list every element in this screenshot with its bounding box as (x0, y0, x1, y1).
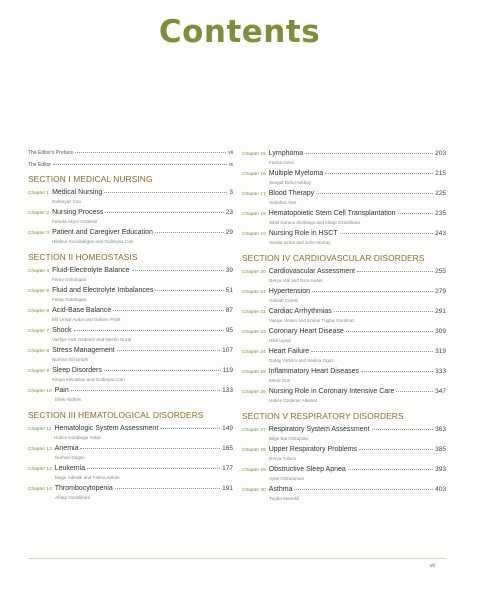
chapter-authors: Gulay Yildirim and Sedica Oguz (269, 358, 334, 363)
toc-entry-line (242, 230, 446, 239)
chapter-title[interactable]: Hematopoietic Stem Cell Transplantation (268, 210, 396, 217)
chapter-page: 165 (222, 445, 233, 452)
toc-entry[interactable] (28, 445, 233, 460)
chapter-number: Chapter 28 (242, 448, 266, 453)
chapter-number: Chapter 25 (242, 370, 266, 375)
toc-entry[interactable] (28, 367, 233, 382)
chapter-title[interactable]: Medical Nursing (52, 189, 103, 196)
chapter-page: 23 (225, 209, 233, 216)
leader-dots (104, 370, 221, 371)
left-sections (28, 174, 233, 500)
chapter-page: 39 (225, 267, 233, 274)
leader-dots (396, 391, 433, 392)
leader-dots (305, 153, 433, 154)
chapter-page: 87 (225, 307, 233, 314)
chapter-number: Chapter 27 (242, 428, 266, 433)
chapter-number: Chapter 7 (28, 329, 50, 334)
chapter-page: 203 (435, 150, 446, 157)
chapter-title[interactable]: Nursing Process (52, 209, 104, 216)
chapter-title[interactable]: Nursing Role in HSCT (268, 230, 338, 237)
leader-dots (155, 232, 224, 233)
chapter-authors: Hatice Ozdemir Alkanat (269, 398, 317, 403)
toc-entry[interactable] (28, 209, 233, 224)
footer-divider (28, 558, 446, 559)
toc-entry[interactable] (28, 287, 233, 302)
chapter-authors: Kimya Kilicaslan and Gulbeyaz Can (52, 377, 125, 382)
toc-right-column (242, 150, 446, 506)
chapter-page: 95 (225, 327, 233, 334)
toc-entry[interactable] (242, 170, 446, 185)
chapter-number: Chapter 2 (28, 211, 50, 216)
leader-dots (372, 429, 434, 430)
toc-entry[interactable] (28, 229, 233, 244)
leader-dots (325, 173, 433, 174)
toc-entry-line (28, 465, 233, 474)
chapter-page: 225 (435, 190, 446, 197)
right-sections (242, 150, 446, 501)
toc-entry[interactable] (242, 368, 446, 383)
chapter-page: 347 (435, 388, 446, 395)
chapter-page: 279 (435, 288, 446, 295)
chapter-page: 215 (435, 170, 446, 177)
chapter-number: Chapter 24 (242, 350, 266, 355)
leader-dots (71, 390, 220, 391)
chapter-authors: Sengul Dolu Hubbay (269, 180, 312, 185)
toc-entry[interactable] (242, 348, 446, 363)
toc-entry-line (28, 189, 233, 198)
chapter-page: 177 (222, 465, 233, 472)
chapter-authors: Dilek Yildirim (55, 397, 82, 402)
chapter-authors: Sebahat Ates (269, 200, 297, 205)
chapter-title[interactable]: Acid-Base Balance (52, 307, 112, 314)
chapter-title[interactable]: Sleep Disorders (52, 367, 102, 374)
leader-dots (53, 164, 227, 165)
chapter-title[interactable]: Hematologic System Assessment (54, 425, 159, 432)
leader-dots (340, 233, 434, 234)
leader-dots (132, 270, 224, 271)
chapter-page: 309 (435, 328, 446, 335)
chapter-authors: Muge Adinsik and Fatma Arikan (55, 475, 120, 480)
chapter-authors: Feray Gokdogan (52, 297, 87, 302)
chapter-authors: Meral Gun (269, 378, 291, 383)
section-heading: SECTION III HEMATOLOGICAL DISORDERS (28, 410, 204, 420)
leader-dots (311, 351, 433, 352)
toc-entry[interactable] (242, 150, 446, 165)
chapter-number: Chapter 6 (28, 309, 50, 314)
leader-dots (115, 488, 220, 489)
chapter-authors: Derya Atik and Esra Keser (269, 278, 323, 283)
toc-entry-line (242, 388, 446, 397)
leader-dots (361, 371, 433, 372)
chapter-authors: Derya Tulucu (269, 456, 297, 461)
chapter-page: 243 (435, 230, 446, 237)
leader-dots (105, 212, 223, 213)
toc-entry[interactable] (28, 347, 233, 362)
chapter-title[interactable]: Obstructive Sleep Apnea (268, 466, 346, 473)
toc-entry-line (28, 387, 233, 396)
chapter-title[interactable]: Inflammatory Heart Diseases (268, 368, 359, 375)
toc-entry-line (28, 287, 233, 296)
chapter-authors: Gulsah Caresi (269, 298, 299, 303)
chapter-authors: Ahtap Ozdelikara (55, 495, 91, 500)
leader-dots (357, 271, 433, 272)
chapter-page: 3 (229, 189, 233, 196)
toc-entry[interactable] (28, 307, 233, 322)
section-heading: SECTION I MEDICAL NURSING (28, 174, 153, 184)
toc-entry[interactable] (242, 190, 446, 205)
leader-dots (359, 449, 433, 450)
toc-entry-line (28, 425, 233, 434)
chapter-page: 319 (435, 348, 446, 355)
toc-entry-line (242, 426, 446, 435)
leader-dots (80, 448, 220, 449)
toc-entry-line (242, 368, 446, 377)
leader-dots (160, 428, 220, 429)
chapter-title[interactable]: Lymphoma (268, 150, 304, 157)
chapter-number: Chapter 10 (28, 389, 52, 394)
toc-entry-line (242, 210, 446, 219)
chapter-authors: Nurhan Elif Erturk (52, 357, 89, 362)
chapter-authors: Ayse Ozkaraman (269, 476, 305, 481)
toc-entry-line (28, 347, 233, 356)
chapter-title[interactable]: Blood Therapy (268, 190, 315, 197)
toc-entry[interactable] (242, 328, 446, 343)
leader-dots (117, 350, 220, 351)
leader-dots (294, 489, 433, 490)
chapter-title[interactable]: Multiple Myeloma (268, 170, 324, 177)
chapter-page: 119 (222, 367, 233, 374)
toc-entry-line (28, 445, 233, 454)
toc-entry[interactable] (242, 426, 446, 441)
chapter-authors: Sibel Karaca Sivrikaya and Aktap Ozdelikara (269, 220, 360, 225)
toc-entry[interactable] (28, 425, 233, 440)
toc-entry-line (242, 328, 446, 337)
chapter-title[interactable]: Hypertension (268, 288, 310, 295)
front-matter-title: The Editor (28, 162, 52, 168)
toc-left-column (28, 150, 233, 505)
toc-entry[interactable] (28, 387, 233, 402)
section-heading: SECTION II HOMEOSTASIS (28, 252, 138, 262)
chapter-number: Chapter 29 (242, 468, 266, 473)
leader-dots (316, 193, 433, 194)
page-title: Contents (158, 14, 321, 50)
toc-entry-line (242, 150, 446, 159)
toc-entry-line (242, 486, 446, 495)
toc-entry-line (242, 466, 446, 475)
leader-dots (398, 213, 434, 214)
chapter-number: Chapter 22 (242, 310, 266, 315)
toc-entry[interactable] (242, 288, 446, 303)
chapter-authors: Bilge Bal Ozkaptan (269, 436, 309, 441)
chapter-title[interactable]: Fluid and Electrolyte Imbalances (52, 287, 154, 294)
toc-entry[interactable] (242, 446, 446, 461)
chapter-title[interactable]: Stress Management (52, 347, 115, 354)
chapter-number: Chapter 11 (28, 427, 52, 432)
chapter-authors: Hatice Karabuga Yakar (54, 435, 102, 440)
chapter-number: Chapter 20 (242, 270, 266, 275)
chapter-title[interactable]: Upper Respiratory Problems (268, 446, 358, 453)
chapter-authors: Hibil Uysal (269, 338, 291, 343)
toc-entry[interactable] (242, 308, 446, 323)
chapter-page: 255 (435, 268, 446, 275)
chapter-title[interactable]: Pain (54, 387, 69, 394)
chapter-page: 107 (222, 347, 233, 354)
chapter-authors: Gulbeyaz Can (52, 199, 82, 204)
chapter-page: 363 (435, 426, 446, 433)
chapter-page: 385 (435, 446, 446, 453)
chapter-title[interactable]: Respiratory System Assessment (268, 426, 370, 433)
toc-entry[interactable] (28, 267, 233, 282)
chapter-number: Chapter 9 (28, 369, 50, 374)
leader-dots (155, 290, 224, 291)
chapter-authors: Elif Unsal Avdal and Gulsen Polat (52, 317, 121, 322)
toc-entry[interactable] (242, 210, 446, 225)
chapter-number: Chapter 16 (242, 172, 266, 177)
chapter-number: Chapter 23 (242, 330, 266, 335)
chapter-title[interactable]: Asthma (268, 486, 293, 493)
chapter-title[interactable]: Fluid-Electrolyte Balance (52, 267, 130, 274)
chapter-number: Chapter 12 (28, 447, 52, 452)
section-heading: SECTION IV CARDIOVASCULAR DISORDERS (242, 253, 425, 263)
toc-entry-line (242, 446, 446, 455)
chapter-page: 333 (435, 368, 446, 375)
toc-entry[interactable] (242, 268, 446, 283)
chapter-title[interactable]: Leukemia (54, 465, 86, 472)
chapter-title[interactable]: Heart Failure (268, 348, 310, 355)
chapter-page: 403 (435, 486, 446, 493)
toc-entry[interactable] (242, 486, 446, 501)
chapter-number: Chapter 26 (242, 390, 266, 395)
chapter-title[interactable]: Nursing Role in Coronary Intensive Care (268, 388, 395, 395)
toc-entry-line (28, 367, 233, 376)
leader-dots (334, 311, 433, 312)
toc-entry-line (242, 190, 446, 199)
front-matter (28, 150, 233, 172)
chapter-authors: Serdar Erdal and John Murray (269, 240, 331, 245)
chapter-title[interactable]: Patient and Caregiver Education (52, 229, 153, 236)
toc-entry[interactable] (242, 388, 446, 403)
chapter-number: Chapter 3 (28, 231, 50, 236)
leader-dots (104, 192, 227, 193)
chapter-number: Chapter 13 (28, 467, 52, 472)
toc-entry[interactable] (28, 465, 233, 480)
chapter-authors: Nurhan Dogan (55, 455, 85, 460)
front-matter-item[interactable] (28, 162, 233, 172)
front-matter-page: ix (229, 162, 233, 168)
chapter-number: Chapter 19 (242, 232, 266, 237)
toc-entry-line (242, 268, 446, 277)
toc-entry[interactable] (28, 327, 233, 342)
leader-dots (74, 330, 224, 331)
chapter-number: Chapter 21 (242, 290, 266, 295)
chapter-title[interactable]: Shock (52, 327, 72, 334)
chapter-page: 133 (222, 387, 233, 394)
chapter-authors: Hilalnur Kucukakgun and Gulbeyaz Can (52, 239, 134, 244)
leader-dots (75, 152, 226, 153)
chapter-number: Chapter 4 (28, 269, 50, 274)
toc-entry[interactable] (28, 189, 233, 204)
front-matter-page: vii (228, 150, 233, 156)
chapter-page: 235 (435, 210, 446, 217)
chapter-title[interactable]: Anemia (54, 445, 79, 452)
chapter-number: Chapter 17 (242, 192, 266, 197)
toc-entry-line (28, 307, 233, 316)
chapter-page: 29 (225, 229, 233, 236)
chapter-authors: Feray Gokdogan (52, 277, 87, 282)
front-matter-title: The Editor's Preface (28, 150, 74, 156)
chapter-authors: Tugba Menekli (269, 496, 299, 501)
toc-entry-line (28, 229, 233, 238)
toc-entry-line (28, 267, 233, 276)
chapter-authors: Vasfiye Asik Ozdemir And Nesrin Nural (52, 337, 132, 342)
leader-dots (346, 331, 433, 332)
chapter-title[interactable]: Cardiac Arrhythmias (268, 308, 332, 315)
chapter-page: 191 (222, 485, 233, 492)
chapter-number: Chapter 8 (28, 349, 50, 354)
chapter-page: 393 (435, 466, 446, 473)
chapter-authors: Fatma Genc (269, 160, 295, 165)
chapter-number: Chapter 14 (28, 487, 52, 492)
chapter-title[interactable]: Coronary Heart Disease (268, 328, 344, 335)
chapter-number: Chapter 5 (28, 289, 50, 294)
leader-dots (348, 469, 433, 470)
toc-entry-line (28, 327, 233, 336)
page-number: vii (430, 563, 435, 569)
toc-entry-line (242, 170, 446, 179)
chapter-page: 291 (435, 308, 446, 315)
toc-entry-line (242, 308, 446, 317)
toc-entry[interactable] (28, 485, 233, 500)
chapter-number: Chapter 30 (242, 488, 266, 493)
toc-entry-line (28, 209, 233, 218)
chapter-authors: Vasiye Unsen and Emine Tugba Yorulmaz (269, 318, 355, 323)
chapter-page: 51 (225, 287, 233, 294)
toc-entry[interactable] (242, 466, 446, 481)
front-matter-item[interactable] (28, 150, 233, 160)
leader-dots (312, 291, 433, 292)
chapter-title[interactable]: Cardiovascular Assessment (268, 268, 356, 275)
chapter-title[interactable]: Thrombocytopenia (54, 485, 113, 492)
chapter-authors: Fereda Akyol Ozdemir (52, 219, 98, 224)
section-heading: SECTION V RESPIRATORY DISORDERS (242, 411, 404, 421)
toc-entry-line (242, 348, 446, 357)
toc-entry-line (28, 485, 233, 494)
toc-entry[interactable] (242, 230, 446, 245)
chapter-page: 149 (222, 425, 233, 432)
chapter-number: Chapter 1 (28, 191, 50, 196)
leader-dots (87, 468, 220, 469)
chapter-number: Chapter 15 (242, 152, 266, 157)
leader-dots (113, 310, 224, 311)
chapter-number: Chapter 18 (242, 212, 266, 217)
toc-entry-line (242, 288, 446, 297)
